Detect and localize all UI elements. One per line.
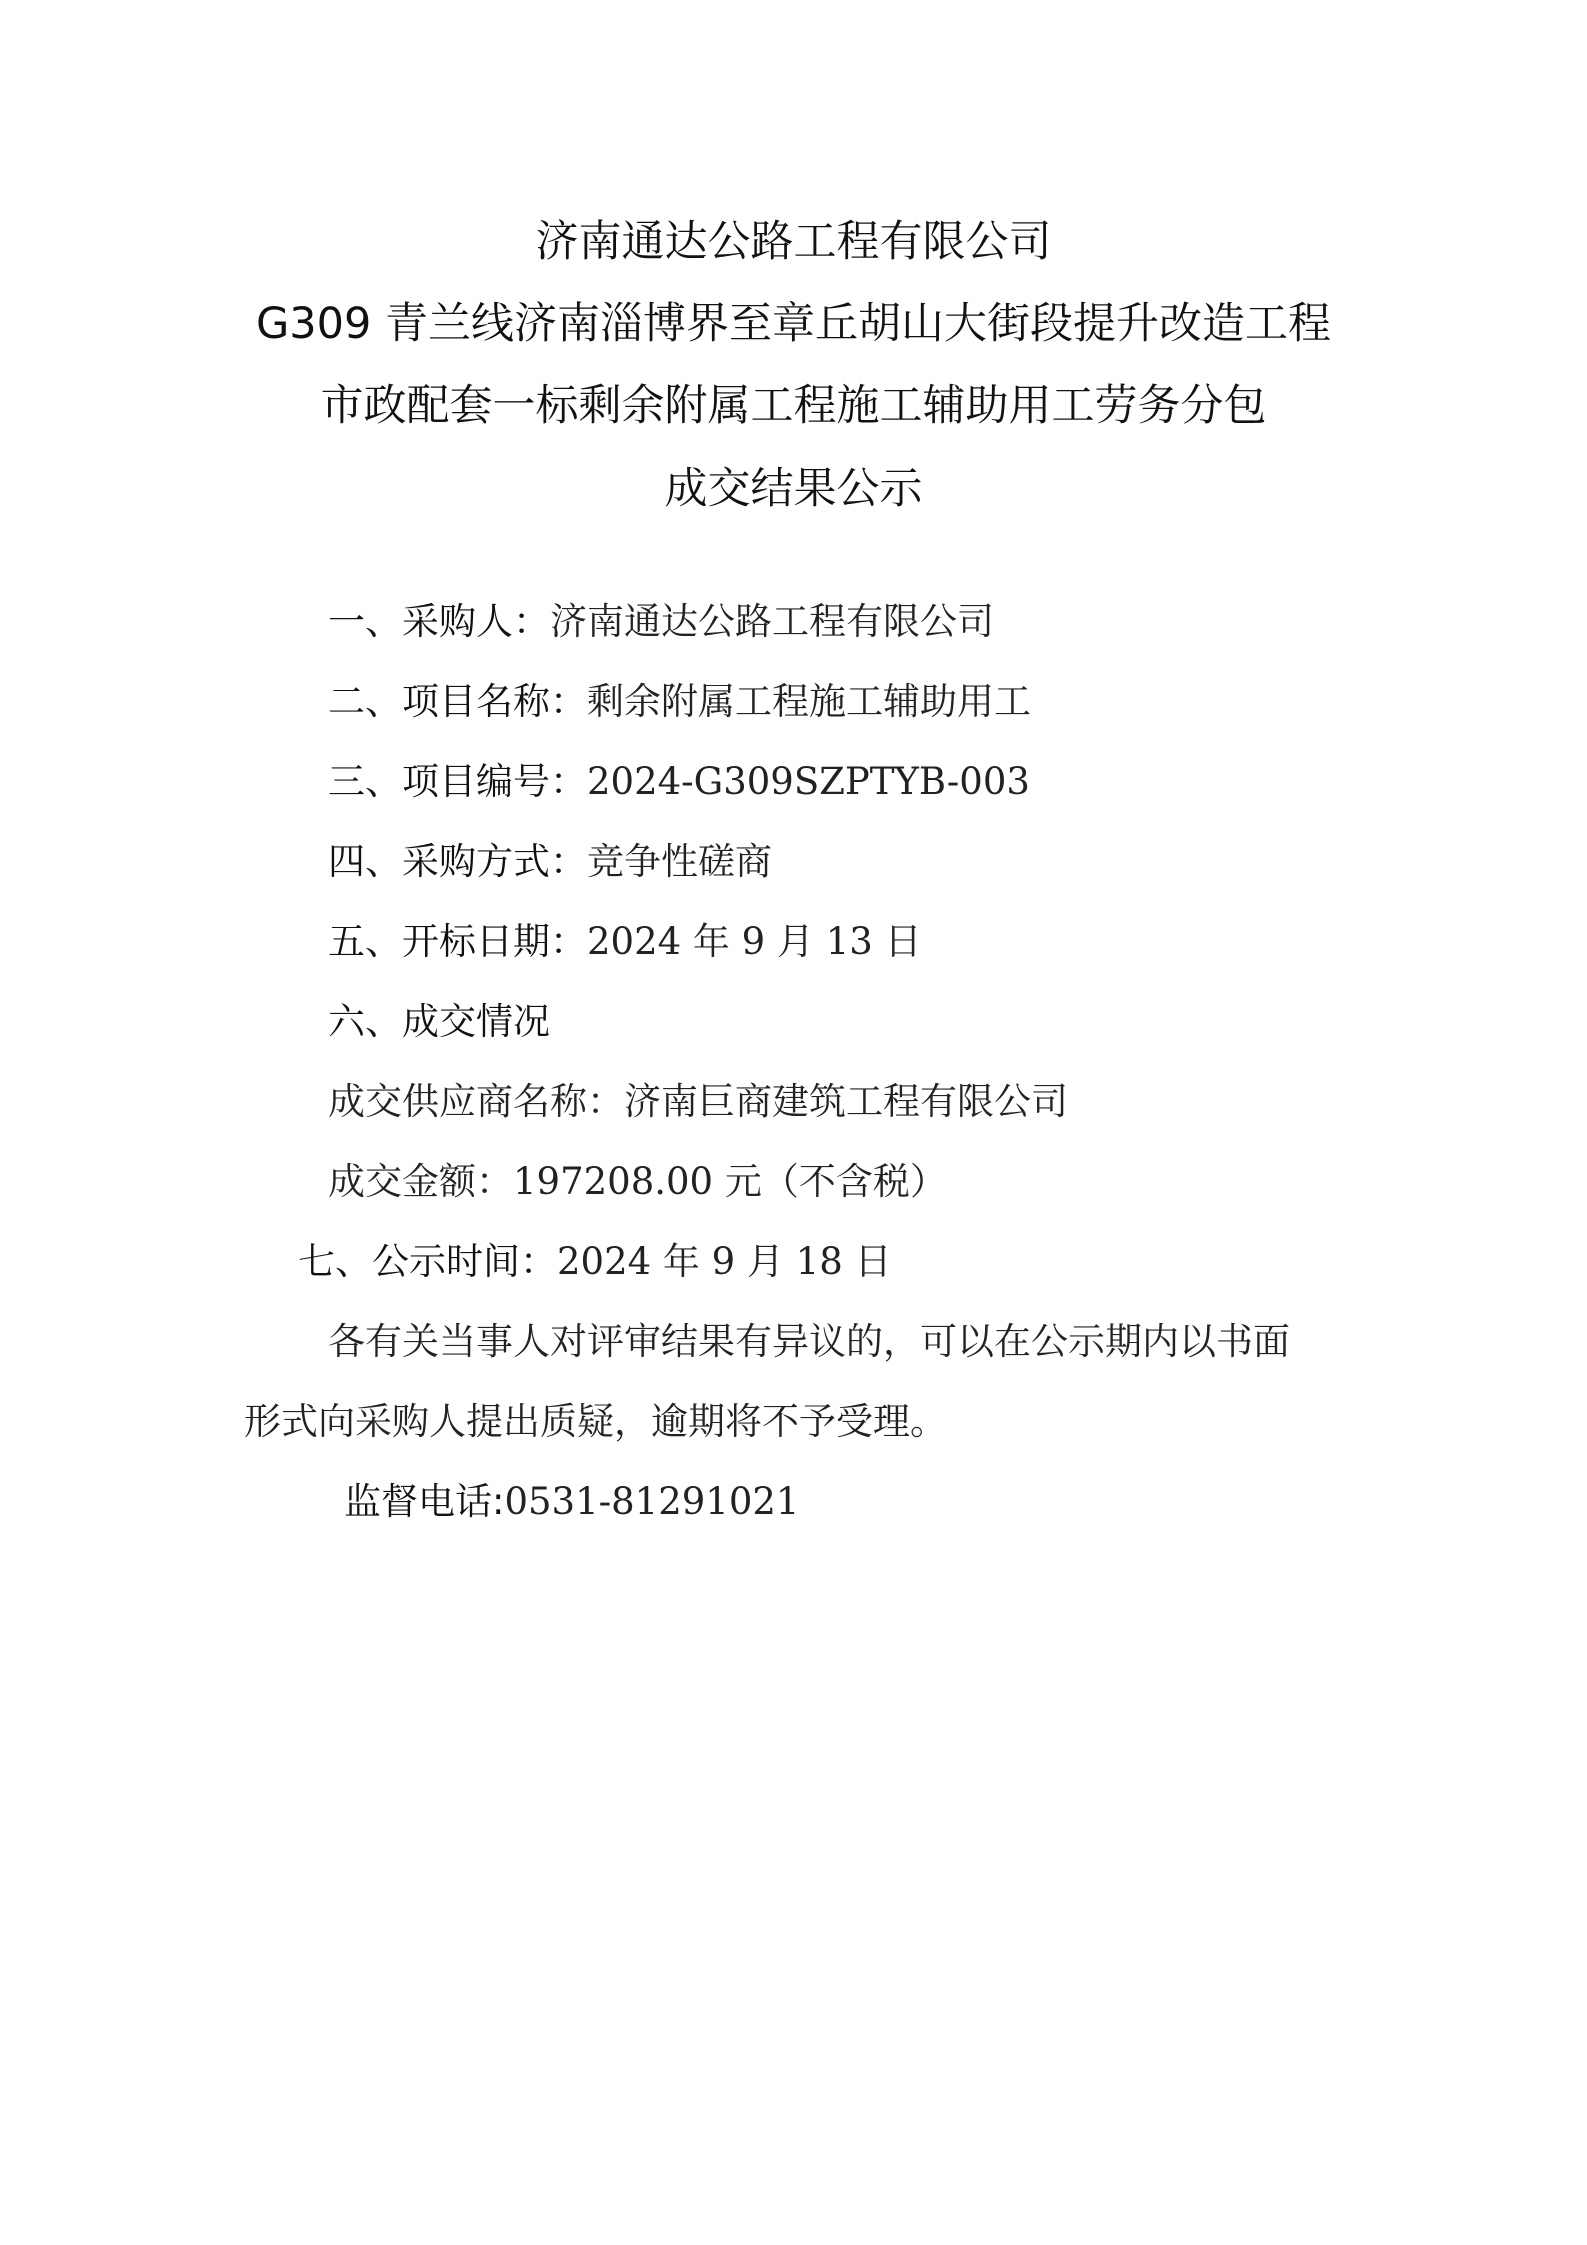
project-number-value: 2024-G309SZPTYB-003 bbox=[587, 760, 1030, 803]
amount-value: 197208.00 元（不含税） bbox=[513, 1160, 947, 1203]
announce-time-label: 七、公示时间： bbox=[298, 1240, 557, 1283]
amount-row bbox=[328, 1157, 947, 1207]
procurement-method-value: 竞争性磋商 bbox=[587, 840, 772, 883]
supplier-value: 济南巨商建筑工程有限公司 bbox=[624, 1080, 1068, 1123]
amount-label: 成交金额： bbox=[328, 1160, 513, 1203]
opening-date-row bbox=[328, 917, 922, 967]
opening-date-value: 2024 年 9 月 13 日 bbox=[587, 920, 922, 963]
supervision-label: 监督电话: bbox=[344, 1480, 505, 1523]
deal-situation-heading bbox=[328, 997, 550, 1047]
project-name-row bbox=[328, 677, 1031, 727]
project-number-label: 三、项目编号： bbox=[328, 760, 587, 803]
purchaser-row bbox=[328, 597, 994, 647]
purchaser-value: 济南通达公路工程有限公司 bbox=[550, 600, 994, 643]
procurement-method-label: 四、采购方式： bbox=[328, 840, 587, 883]
announce-time-value: 2024 年 9 月 18 日 bbox=[557, 1240, 892, 1283]
notice-line-2: 形式向采购人提出质疑，逾期将不予受理。 bbox=[244, 1400, 947, 1443]
supervision-value: 0531-81291021 bbox=[504, 1480, 800, 1523]
title-project: G309 青兰线济南淄博界至章丘胡山大街段提升改造工程 bbox=[255, 299, 1332, 349]
deal-situation-label: 六、成交情况 bbox=[328, 1000, 550, 1043]
purchaser-label: 一、采购人： bbox=[328, 600, 550, 643]
procurement-method-row bbox=[328, 837, 772, 887]
project-number-row bbox=[328, 757, 1030, 807]
title-announcement: 成交结果公示 bbox=[664, 464, 923, 514]
announce-time-row bbox=[298, 1237, 892, 1287]
title-company: 济南通达公路工程有限公司 bbox=[535, 217, 1052, 267]
project-name-value: 剩余附属工程施工辅助用工 bbox=[587, 680, 1031, 723]
opening-date-label: 五、开标日期： bbox=[328, 920, 587, 963]
supplier-row bbox=[328, 1077, 1068, 1127]
supervision-row bbox=[344, 1477, 799, 1527]
project-name-label: 二、项目名称： bbox=[328, 680, 587, 723]
supplier-label: 成交供应商名称： bbox=[328, 1080, 624, 1123]
notice-line-1: 各有关当事人对评审结果有异议的，可以在公示期内以书面 bbox=[328, 1320, 1290, 1363]
title-package: 市政配套一标剩余附属工程施工辅助用工劳务分包 bbox=[320, 381, 1267, 431]
